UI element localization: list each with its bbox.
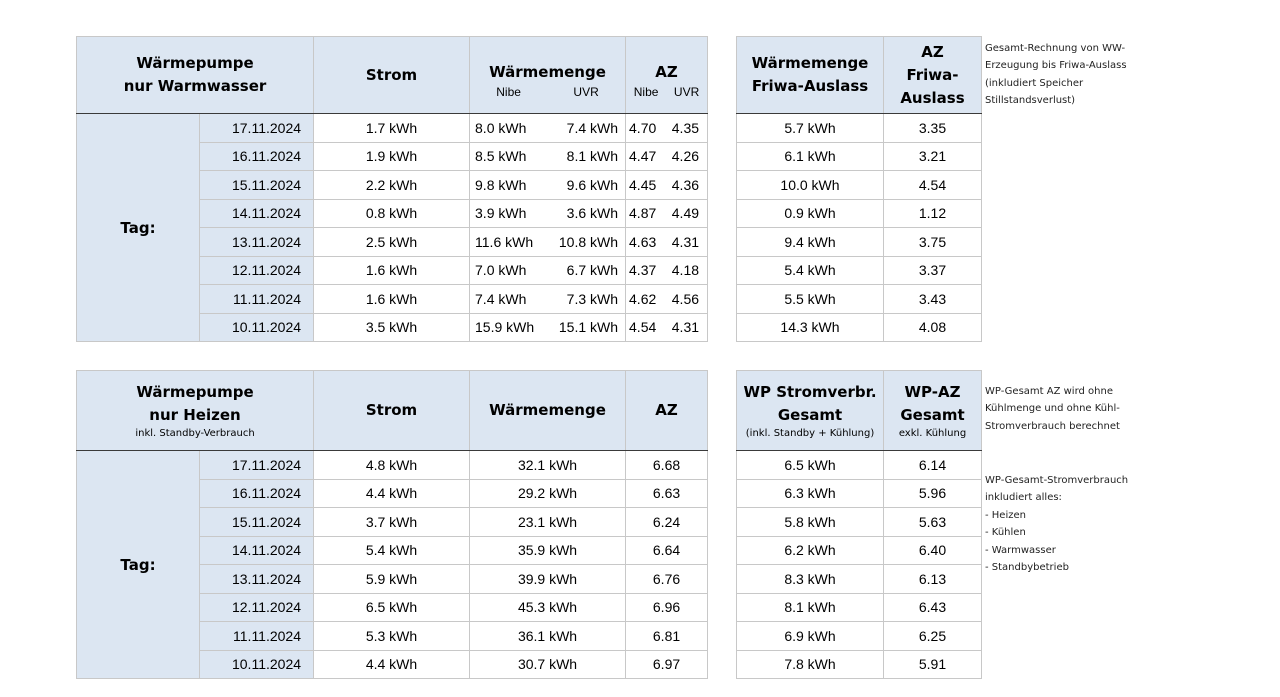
value-pair	[470, 234, 625, 250]
table-row	[737, 536, 982, 565]
header-line: WP-AZ	[904, 382, 961, 401]
value-pair	[626, 120, 707, 136]
strom-cell: 1.9 kWh	[314, 142, 470, 171]
header-line: Wärmemenge	[751, 54, 869, 72]
waermemenge-cell	[470, 171, 626, 200]
table-row	[737, 256, 982, 285]
header-line: Friwa-	[906, 65, 959, 84]
wp-strom-cell: 6.9 kWh	[737, 622, 884, 651]
date-cell: 11.11.2024	[200, 285, 314, 314]
value-pair	[626, 319, 707, 335]
az-uvr: 4.18	[671, 262, 700, 279]
az-friwa-cell: 3.75	[884, 228, 982, 257]
table-row	[737, 479, 982, 508]
value-pair	[470, 177, 625, 193]
date-cell: 14.11.2024	[200, 199, 314, 228]
az-uvr: 4.31	[671, 319, 700, 336]
value-pair	[470, 148, 625, 164]
az-cell: 6.63	[626, 479, 708, 508]
strom-cell: 3.7 kWh	[314, 508, 470, 537]
header-waermemenge-friwa	[737, 37, 884, 114]
value-pair	[470, 205, 625, 221]
waermemenge-cell	[470, 142, 626, 171]
table-row	[737, 228, 982, 257]
strom-cell: 1.7 kWh	[314, 114, 470, 143]
header-sub	[626, 84, 707, 100]
az-cell	[626, 228, 708, 257]
az-friwa-cell: 3.21	[884, 142, 982, 171]
note-line: - Warmwasser	[985, 544, 1056, 556]
az-cell: 6.68	[626, 451, 708, 480]
note-friwa	[985, 40, 1127, 110]
table-row	[737, 593, 982, 622]
header-line: Wärmepumpe	[136, 382, 254, 401]
header-wp-stromverbrauch	[737, 371, 884, 451]
az-nibe: 4.62	[629, 290, 657, 307]
strom-cell: 2.2 kWh	[314, 171, 470, 200]
az-cell	[626, 285, 708, 314]
wp-strom-cell: 6.3 kWh	[737, 479, 884, 508]
az-friwa-cell: 3.43	[884, 285, 982, 314]
az-cell	[626, 114, 708, 143]
az-nibe: 4.45	[629, 176, 657, 193]
header-line: Gesamt	[777, 405, 843, 424]
waermemenge-friwa-cell: 5.4 kWh	[737, 256, 884, 285]
waermemenge-uvr: 9.6 kWh	[566, 176, 619, 193]
date-cell: 17.11.2024	[200, 114, 314, 143]
table-row	[737, 650, 982, 679]
wp-strom-cell: 7.8 kWh	[737, 650, 884, 679]
az-nibe: 4.87	[629, 205, 657, 222]
waermemenge-cell: 35.9 kWh	[470, 536, 626, 565]
az-uvr: 4.35	[671, 119, 700, 136]
header-line: AZ	[921, 42, 944, 61]
note-line: WP-Gesamt-Stromverbrauch	[985, 475, 1129, 486]
waermemenge-nibe: 11.6 kWh	[475, 233, 534, 250]
note-line: Stromverbrauch berechnet	[985, 420, 1120, 432]
az-nibe: 4.47	[629, 148, 657, 165]
date-cell: 13.11.2024	[200, 565, 314, 594]
note-line: - Kühlen	[985, 527, 1026, 539]
header-strom: Strom	[314, 37, 470, 114]
waermemenge-uvr: 10.8 kWh	[558, 233, 619, 250]
date-cell: 12.11.2024	[200, 593, 314, 622]
date-cell: 15.11.2024	[200, 171, 314, 200]
table-row	[737, 313, 982, 342]
date-cell: 16.11.2024	[200, 142, 314, 171]
az-cell: 6.24	[626, 508, 708, 537]
header-az-friwa	[884, 37, 982, 114]
waermemenge-friwa-cell: 6.1 kWh	[737, 142, 884, 171]
sub-nibe: Nibe	[496, 84, 521, 99]
waermemenge-nibe: 9.8 kWh	[475, 176, 527, 193]
strom-cell: 4.8 kWh	[314, 451, 470, 480]
header-line: Gesamt	[900, 405, 965, 424]
header-line: Wärmepumpe	[136, 54, 254, 72]
strom-cell: 3.5 kWh	[314, 313, 470, 342]
az-nibe: 4.63	[629, 233, 657, 250]
az-cell	[626, 171, 708, 200]
waermemenge-cell: 32.1 kWh	[470, 451, 626, 480]
strom-cell: 5.3 kWh	[314, 622, 470, 651]
date-cell: 17.11.2024	[200, 451, 314, 480]
waermemenge-uvr: 3.6 kWh	[566, 205, 619, 222]
az-friwa-cell: 3.35	[884, 114, 982, 143]
az-cell: 6.64	[626, 536, 708, 565]
strom-cell: 1.6 kWh	[314, 256, 470, 285]
waermemenge-nibe: 8.5 kWh	[475, 148, 527, 165]
az-friwa-cell: 3.37	[884, 256, 982, 285]
header-sub	[470, 84, 625, 100]
wp-az-cell: 5.63	[884, 508, 982, 537]
az-cell: 6.81	[626, 622, 708, 651]
wp-strom-cell: 5.8 kWh	[737, 508, 884, 537]
waermemenge-nibe: 8.0 kWh	[475, 119, 527, 136]
header-label: Wärmemenge	[489, 62, 606, 81]
waermemenge-cell	[470, 256, 626, 285]
strom-cell: 4.4 kWh	[314, 479, 470, 508]
date-cell: 11.11.2024	[200, 622, 314, 651]
header-note: exkl. Kühlung	[898, 427, 967, 439]
date-cell: 15.11.2024	[200, 508, 314, 537]
waermemenge-friwa-cell: 0.9 kWh	[737, 199, 884, 228]
sub-uvr: UVR	[673, 84, 700, 99]
wp-strom-cell: 6.5 kWh	[737, 451, 884, 480]
warmwasser-table	[76, 36, 708, 342]
wp-strom-cell: 6.2 kWh	[737, 536, 884, 565]
strom-cell: 5.4 kWh	[314, 536, 470, 565]
waermemenge-friwa-cell: 10.0 kWh	[737, 171, 884, 200]
waermemenge-friwa-cell: 5.7 kWh	[737, 114, 884, 143]
header-line: WP Stromverbr.	[743, 382, 877, 401]
wp-az-cell: 6.25	[884, 622, 982, 651]
header-label: AZ	[655, 62, 678, 81]
strom-cell: 4.4 kWh	[314, 650, 470, 679]
az-cell	[626, 142, 708, 171]
az-uvr: 4.31	[671, 233, 700, 250]
waermemenge-cell	[470, 313, 626, 342]
note-wp-strom	[985, 472, 1128, 576]
az-uvr: 4.56	[671, 290, 700, 307]
waermemenge-cell	[470, 285, 626, 314]
strom-cell: 5.9 kWh	[314, 565, 470, 594]
az-nibe: 4.37	[629, 262, 657, 279]
waermemenge-uvr: 15.1 kWh	[558, 319, 619, 336]
header-line: Friwa-Auslass	[751, 77, 869, 95]
table-row	[737, 199, 982, 228]
date-cell: 10.11.2024	[200, 313, 314, 342]
note-line: Erzeugung bis Friwa-Auslass	[985, 60, 1127, 72]
table-row	[737, 142, 982, 171]
sub-nibe: Nibe	[633, 84, 659, 99]
waermemenge-cell	[470, 228, 626, 257]
value-pair	[470, 120, 625, 136]
friwa-table	[736, 36, 982, 342]
waermemenge-cell: 45.3 kWh	[470, 593, 626, 622]
wp-gesamt-table	[736, 370, 982, 679]
waermemenge-uvr: 7.4 kWh	[566, 119, 619, 136]
waermemenge-nibe: 15.9 kWh	[475, 319, 535, 336]
waermemenge-cell: 39.9 kWh	[470, 565, 626, 594]
header-az: AZ	[626, 371, 708, 451]
value-pair	[470, 291, 625, 307]
waermemenge-uvr: 6.7 kWh	[566, 262, 619, 279]
wp-az-cell: 6.40	[884, 536, 982, 565]
header-note: (inkl. Standby + Kühlung)	[745, 427, 875, 439]
az-friwa-cell: 1.12	[884, 199, 982, 228]
wp-strom-cell: 8.3 kWh	[737, 565, 884, 594]
waermemenge-nibe: 7.4 kWh	[475, 290, 527, 307]
table-row	[737, 285, 982, 314]
waermemenge-cell: 30.7 kWh	[470, 650, 626, 679]
value-pair	[470, 319, 625, 335]
table-row	[737, 508, 982, 537]
date-cell: 10.11.2024	[200, 650, 314, 679]
header-note: inkl. Standby-Verbrauch	[135, 427, 255, 439]
waermemenge-friwa-cell: 9.4 kWh	[737, 228, 884, 257]
az-uvr: 4.49	[671, 205, 700, 222]
wp-az-cell: 6.14	[884, 451, 982, 480]
header-strom: Strom	[314, 371, 470, 451]
header-line: nur Heizen	[149, 405, 241, 424]
header-line: Auslass	[900, 88, 965, 107]
table-row	[737, 622, 982, 651]
table-row	[77, 114, 708, 143]
wp-strom-cell: 8.1 kWh	[737, 593, 884, 622]
value-pair	[626, 148, 707, 164]
strom-cell: 6.5 kWh	[314, 593, 470, 622]
az-cell	[626, 313, 708, 342]
waermemenge-cell: 23.1 kWh	[470, 508, 626, 537]
note-line: WP-Gesamt AZ wird ohne	[985, 386, 1113, 397]
header-az	[626, 37, 708, 114]
header-waermepumpe-warmwasser	[77, 37, 314, 114]
value-pair	[626, 205, 707, 221]
header-wp-az	[884, 371, 982, 451]
strom-cell: 2.5 kWh	[314, 228, 470, 257]
waermemenge-cell: 36.1 kWh	[470, 622, 626, 651]
table-row	[737, 451, 982, 480]
note-line: - Heizen	[985, 509, 1026, 521]
value-pair	[626, 291, 707, 307]
waermemenge-cell: 29.2 kWh	[470, 479, 626, 508]
az-friwa-cell: 4.08	[884, 313, 982, 342]
tag-label: Tag:	[77, 451, 200, 679]
az-cell: 6.76	[626, 565, 708, 594]
note-line: Kühlmenge und ohne Kühl-	[985, 403, 1120, 415]
wp-az-cell: 5.96	[884, 479, 982, 508]
az-cell	[626, 199, 708, 228]
strom-cell: 0.8 kWh	[314, 199, 470, 228]
az-nibe: 4.70	[629, 119, 657, 136]
wp-az-cell: 5.91	[884, 650, 982, 679]
note-line: Stillstandsverlust)	[985, 95, 1076, 107]
az-uvr: 4.26	[671, 148, 700, 165]
waermemenge-cell	[470, 199, 626, 228]
date-cell: 16.11.2024	[200, 479, 314, 508]
az-uvr: 4.36	[671, 176, 700, 193]
note-line: inkludiert alles:	[985, 492, 1062, 504]
date-cell: 13.11.2024	[200, 228, 314, 257]
header-waermepumpe-heizen	[77, 371, 314, 451]
note-wp-az	[985, 383, 1120, 435]
wp-az-cell: 6.13	[884, 565, 982, 594]
value-pair	[626, 234, 707, 250]
value-pair	[470, 262, 625, 278]
note-line: - Standbybetrieb	[985, 562, 1069, 574]
waermemenge-nibe: 7.0 kWh	[475, 262, 527, 279]
value-pair	[626, 262, 707, 278]
az-cell: 6.96	[626, 593, 708, 622]
az-cell	[626, 256, 708, 285]
value-pair	[626, 177, 707, 193]
waermemenge-uvr: 8.1 kWh	[566, 148, 619, 165]
waermemenge-uvr: 7.3 kWh	[566, 290, 619, 307]
table-row	[737, 565, 982, 594]
header-waermemenge	[470, 37, 626, 114]
waermemenge-friwa-cell: 5.5 kWh	[737, 285, 884, 314]
sub-uvr: UVR	[573, 84, 599, 99]
waermemenge-nibe: 3.9 kWh	[475, 205, 527, 222]
tag-label: Tag:	[77, 114, 200, 342]
note-line: Gesamt-Rechnung von WW-	[985, 43, 1126, 54]
table-row	[737, 171, 982, 200]
note-line: (inkludiert Speicher	[985, 77, 1084, 89]
date-cell: 14.11.2024	[200, 536, 314, 565]
az-friwa-cell: 4.54	[884, 171, 982, 200]
table-row	[737, 114, 982, 143]
waermemenge-cell	[470, 114, 626, 143]
table-row	[77, 451, 708, 480]
az-nibe: 4.54	[629, 319, 657, 336]
strom-cell: 1.6 kWh	[314, 285, 470, 314]
date-cell: 12.11.2024	[200, 256, 314, 285]
az-cell: 6.97	[626, 650, 708, 679]
heizen-table	[76, 370, 708, 679]
header-waermemenge: Wärmemenge	[470, 371, 626, 451]
wp-az-cell: 6.43	[884, 593, 982, 622]
waermemenge-friwa-cell: 14.3 kWh	[737, 313, 884, 342]
header-line: nur Warmwasser	[123, 77, 267, 95]
